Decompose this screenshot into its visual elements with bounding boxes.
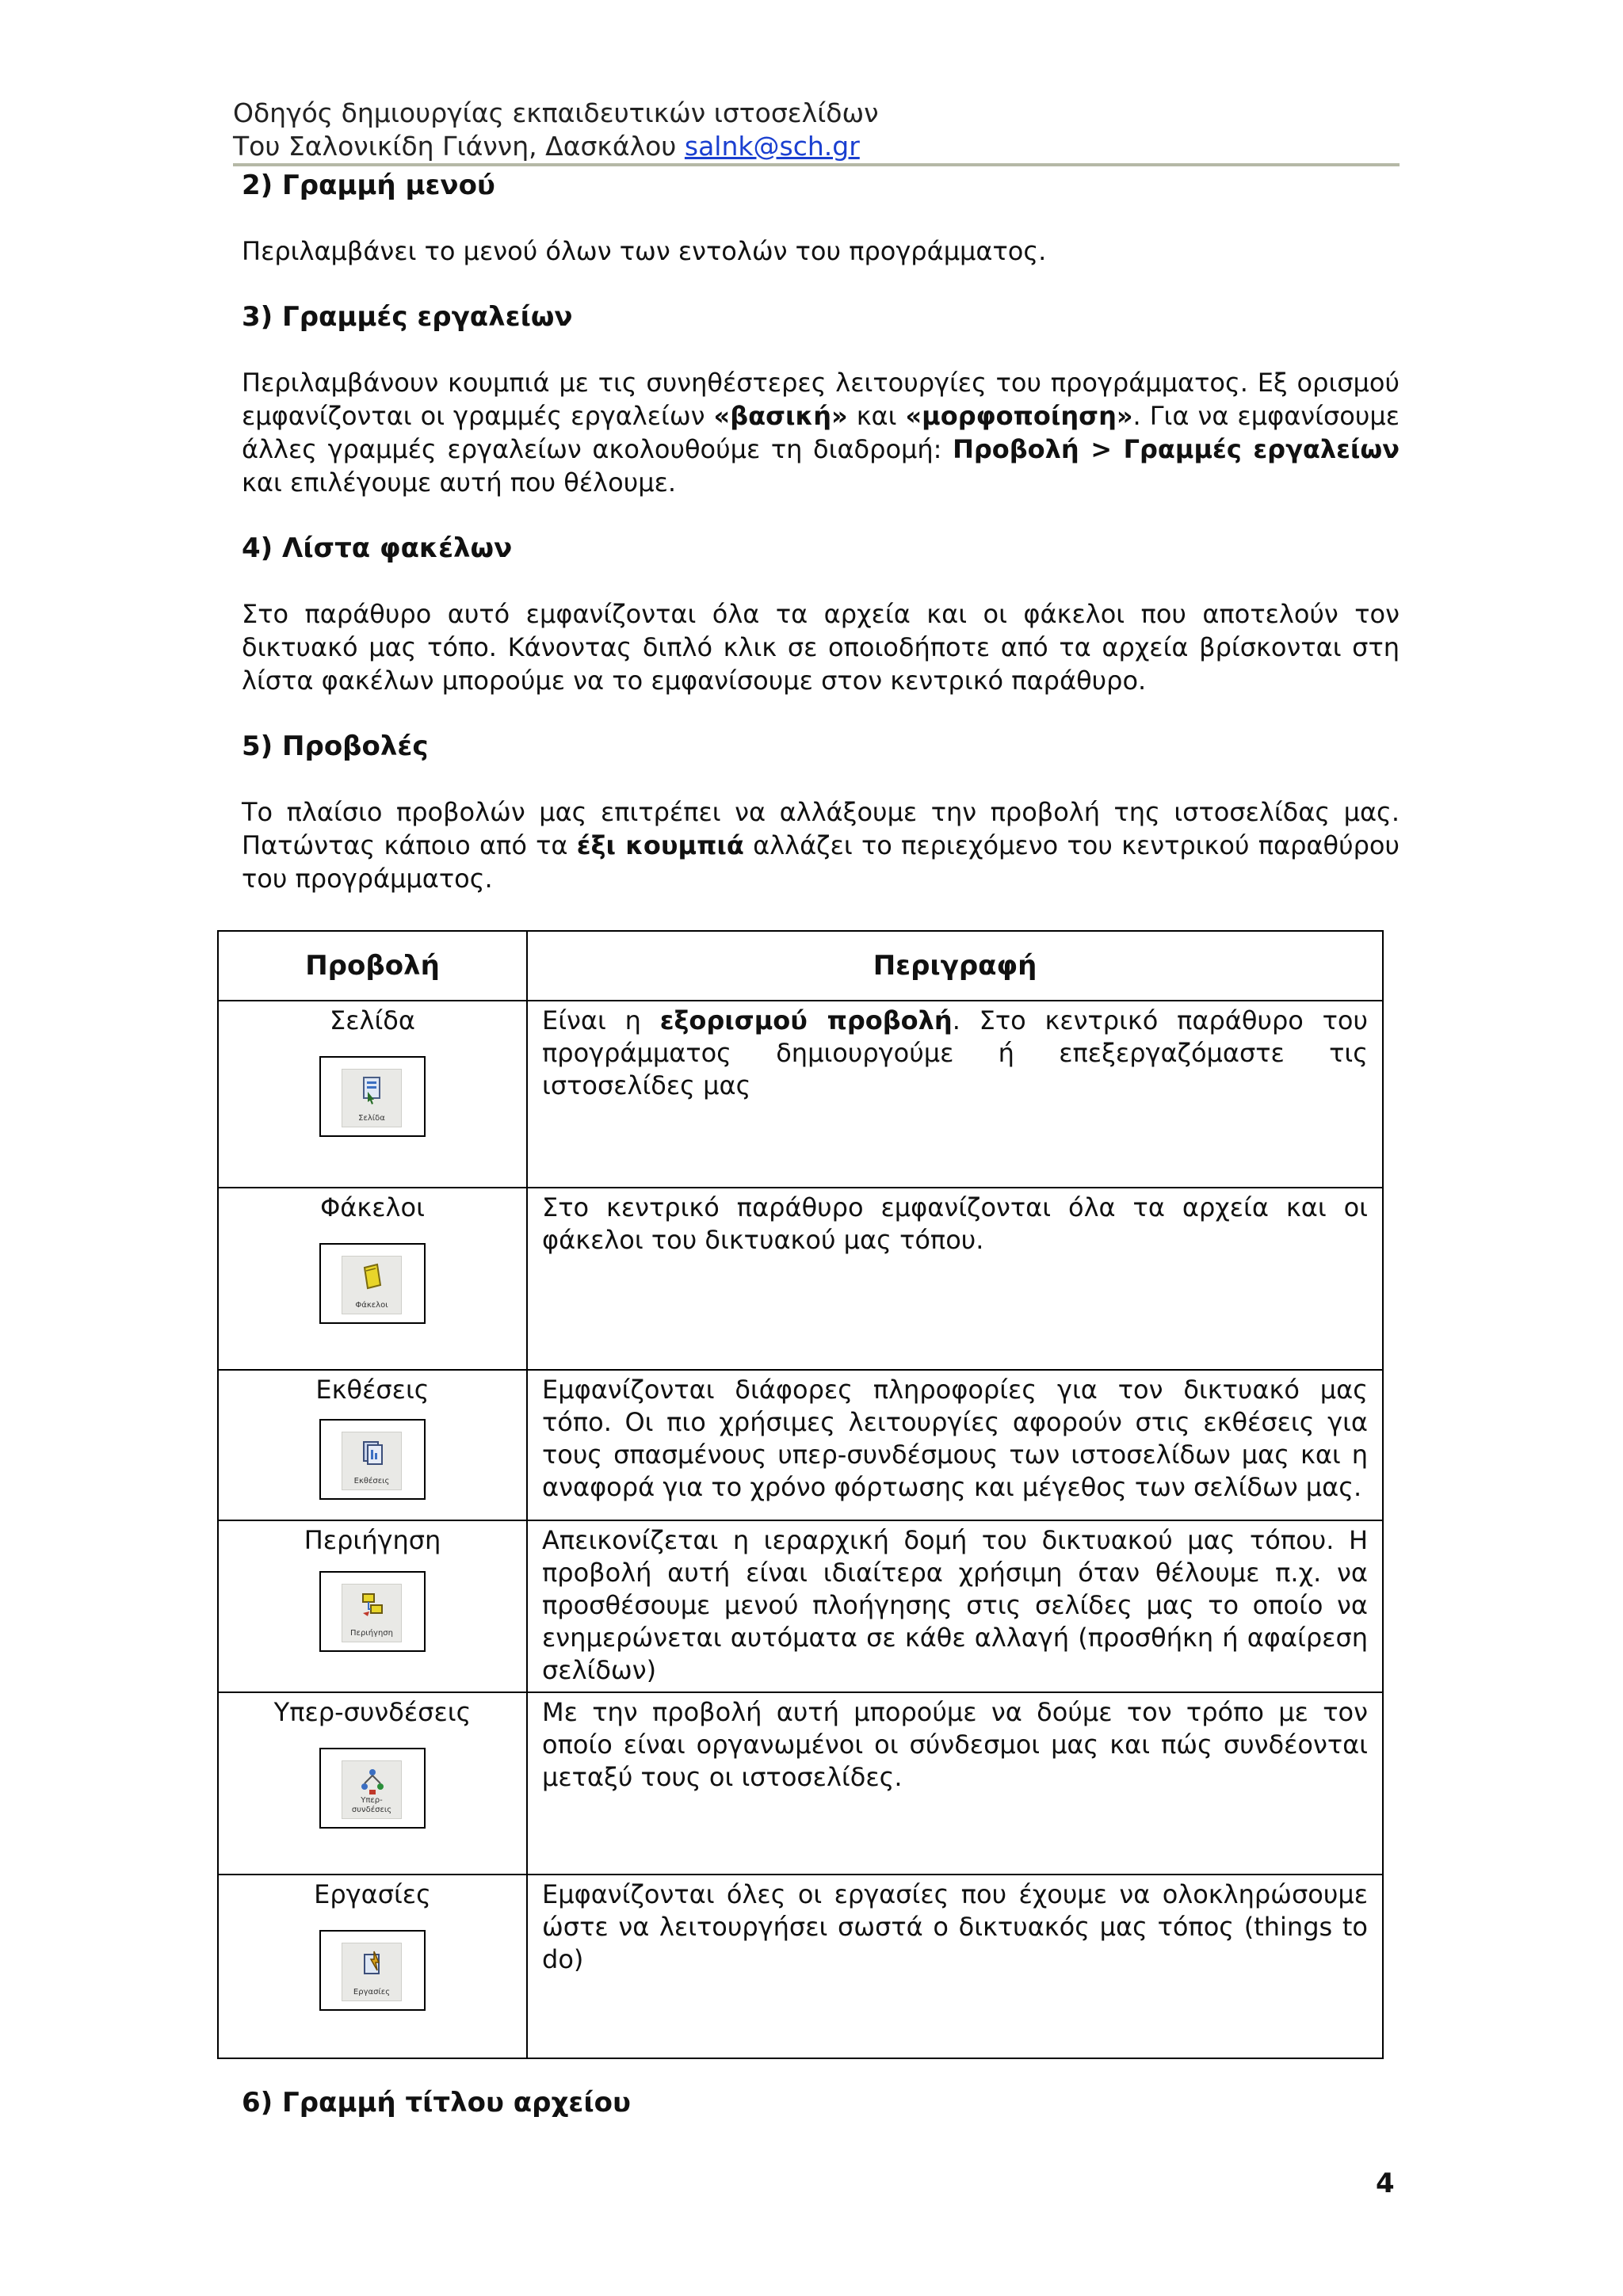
header-title: Οδηγός δημιουργίας εκπαιδευτικών ιστοσελίδων <box>233 97 879 128</box>
view-cell <box>218 1370 527 1520</box>
section-text: Περιλαμβάνουν κουμπιά με τις συνηθέστερες λειτουργίες του προγράμματος. Εξ ορισμού εμφανίζονται οι γραμμές εργαλείων «βασική» και «μορφοποίηση». Για να εμφανίσουμε άλλες γραμμές εργαλείων ακολουθούμε τη διαδρομή: Προβολή > Γραμμές εργαλείων και επιλέγουμε αυτή που θέλουμε. <box>242 368 1400 498</box>
reports-view-icon: Εκθέσεις <box>319 1419 426 1500</box>
header-divider <box>233 163 1400 166</box>
page-header <box>233 97 1400 163</box>
view-name: Περιήγηση <box>304 1525 441 1555</box>
description-cell: Εμφανίζονται διάφορες πληροφορίες για τον δικτυακό μας τόπο. Οι πιο χρήσιμες λειτουργίες αφορούν στις εκθέσεις για τους σπασμένους υπερ-συνδέσμους των ιστοσελίδων μας και η αναφορά για το χρόνο φόρτωσης και μέγεθος των σελίδων μας. <box>527 1370 1383 1520</box>
view-name: Σελίδα <box>330 1005 415 1035</box>
folder-view-icon: Φάκελοι <box>319 1243 426 1324</box>
view-cell <box>218 1875 527 2058</box>
header-author: Του Σαλονικίδη Γιάννη, Δασκάλου salnk@sch.gr <box>233 131 860 162</box>
section-text: Περιλαμβάνει το μενού όλων των εντολών του προγράμματος. <box>242 236 1047 266</box>
table-row <box>218 1188 1383 1370</box>
table-row <box>218 1370 1383 1520</box>
view-name: Εκθέσεις <box>315 1375 430 1405</box>
section-title: 3) Γραμμές εργαλείων <box>242 301 573 333</box>
section-title: 2) Γραμμή μενού <box>242 170 495 201</box>
description-cell: Εμφανίζονται όλες οι εργασίες που έχουμε να ολοκληρώσουμε ώστε να λειτουργήσει σωστά ο δικτυακός μας τόπος (things to do) <box>527 1875 1383 2058</box>
navigation-view-icon: Περιήγηση <box>319 1571 426 1652</box>
column-header: Προβολή <box>218 931 527 1001</box>
column-header: Περιγραφή <box>527 931 1383 1001</box>
view-cell <box>218 1001 527 1188</box>
views-table <box>217 930 1384 2059</box>
table-row <box>218 1520 1383 1692</box>
description-cell: Απεικονίζεται η ιεραρχική δομή του δικτυακού μας τόπου. Η προβολή αυτή είναι ιδιαίτερα χρήσιμη όταν θέλουμε π.χ. να προσθέσουμε μενού πλοήγησης στις σελίδες μας το οποίο να ενημερώνεται αυτόματα σε κάθε αλλαγή (προσθήκη ή αφαίρεση σελίδων) <box>527 1520 1383 1692</box>
section-title: 5) Προβολές <box>242 730 429 762</box>
view-cell <box>218 1188 527 1370</box>
table-row <box>218 1875 1383 2058</box>
section-text: Στο παράθυρο αυτό εμφανίζονται όλα τα αρχεία και οι φάκελοι που αποτελούν τον δικτυακό μας τόπο. Κάνοντας διπλό κλικ σε οποιοδήποτε από τα αρχεία βρίσκονται στη λίστα φακέλων μπορούμε να το εμφανίσουμε στον κεντρικό παράθυρο. <box>242 599 1400 696</box>
view-name: Εργασίες <box>314 1879 431 1909</box>
email-link[interactable]: salnk@sch.gr <box>684 131 860 162</box>
page-view-icon: Σελίδα <box>319 1056 426 1137</box>
hyperlinks-view-icon: Υπερ-συνδέσεις <box>319 1748 426 1829</box>
view-cell <box>218 1692 527 1875</box>
description-cell: Στο κεντρικό παράθυρο εμφανίζονται όλα τα αρχεία και οι φάκελοι του δικτυακού μας τόπου. <box>527 1188 1383 1370</box>
section-title: 6) Γραμμή τίτλου αρχείου <box>242 2087 631 2119</box>
view-name: Φάκελοι <box>320 1192 425 1222</box>
view-name: Υπερ-συνδέσεις <box>273 1697 472 1727</box>
page-number: 4 <box>1376 2168 1395 2199</box>
table-row <box>218 1692 1383 1875</box>
view-cell <box>218 1520 527 1692</box>
table-header-row <box>218 931 1383 1001</box>
description-cell: Είναι η εξορισμού προβολή. Στο κεντρικό παράθυρο του προγράμματος δημιουργούμε ή επεξεργαζόμαστε τις ιστοσελίδες μας <box>527 1001 1383 1188</box>
section-6 <box>242 2085 1400 2120</box>
section-text: Το πλαίσιο προβολών μας επιτρέπει να αλλάξουμε την προβολή της ιστοσελίδας μας. Πατώντας κάποιο από τα έξι κουμπιά αλλάζει το περιεχόμενο του κεντρικού παραθύρου του προγράμματος. <box>242 797 1400 894</box>
table-row <box>218 1001 1383 1188</box>
description-cell: Με την προβολή αυτή μπορούμε να δούμε τον τρόπο με τον οποίο είναι οργανωμένοι οι σύνδεσμοι μας και πώς συνδέονται μεταξύ τους οι ιστοσελίδες. <box>527 1692 1383 1875</box>
main-content <box>242 168 1400 895</box>
section-title: 4) Λίστα φακέλων <box>242 532 513 564</box>
tasks-view-icon: Εργασίες <box>319 1930 426 2011</box>
